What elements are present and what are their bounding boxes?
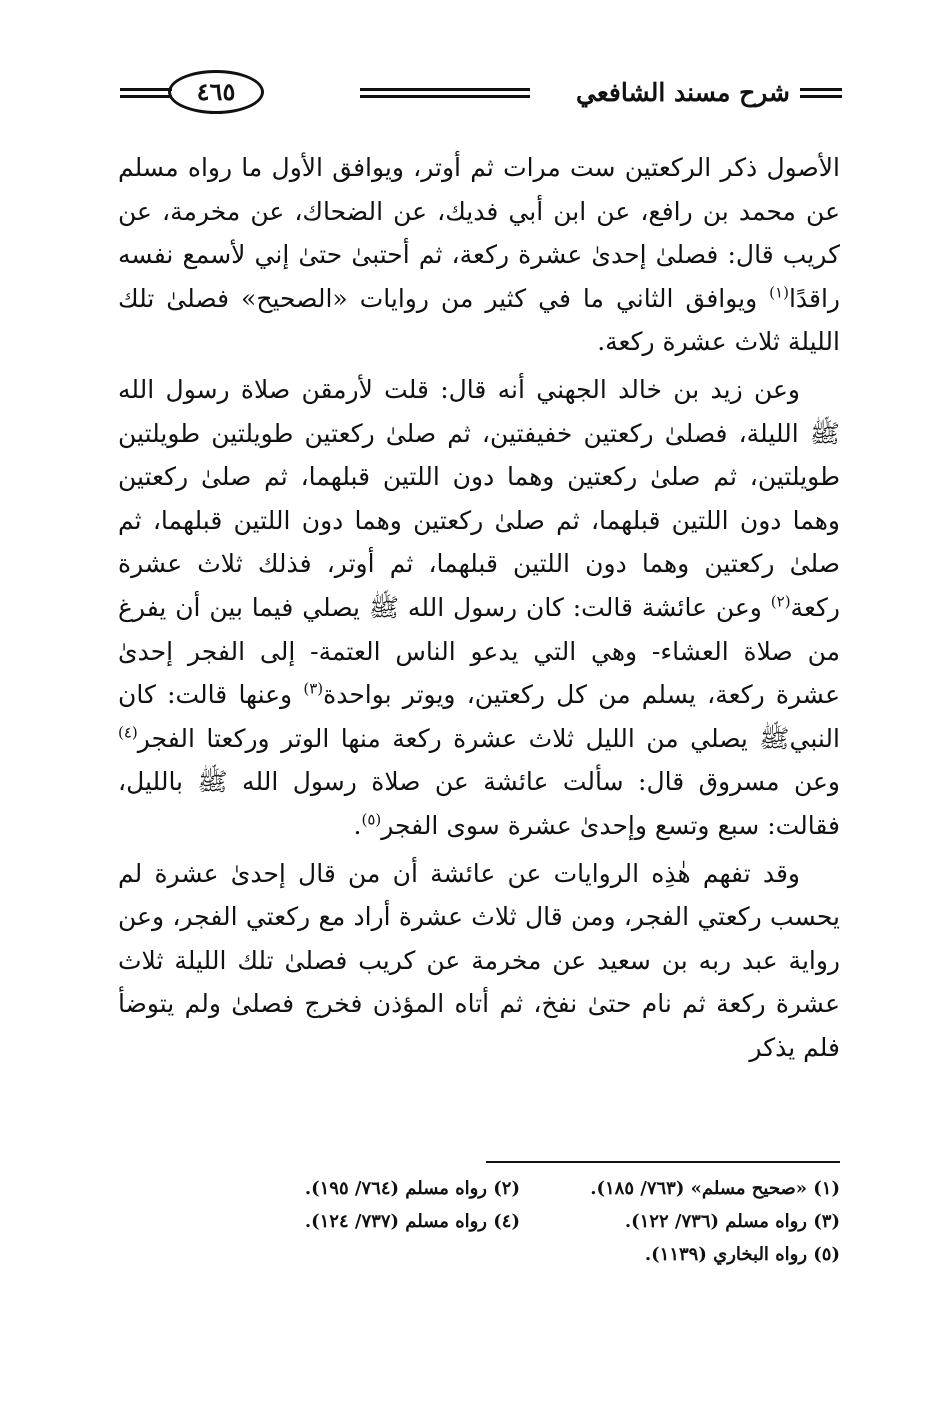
footnote-row xyxy=(200,1172,840,1205)
footnote: (١) «صحيح مسلم» (٧٦٣/ ١٨٥). xyxy=(590,1178,840,1199)
footnote-ref: (٤) xyxy=(118,723,138,742)
text-segment: وقد تفهم هٰذِه الروايات عن عائشة أن من قال إحدىٰ عشرة لم يحسب ركعتي الفجر، ومن قال ثلاث عشرة أراد مع ركعتي الفجر، وعن رواية عبد ربه بن سعيد عن مخرمة عن كريب فصلىٰ تلك الليلة ثلاث عشرة ركعة ثم نام حتىٰ نفخ، ثم أتاه المؤذن فخرج فصلىٰ ولم يتوضأ فلم يذكر xyxy=(118,858,840,1062)
header-ornament-left xyxy=(120,86,172,100)
paragraph xyxy=(118,146,840,364)
text-segment: وعن زيد بن خالد الجهني أنه قال: قلت لأرمقن صلاة رسول الله ﷺ الليلة، فصلىٰ ركعتين خفيفتين، ثم صلىٰ ركعتين طويلتين طويلتين طويلتين، ثم صلىٰ ركعتين وهما دون اللتين قبلهما، ثم صلىٰ ركعتين وهما دون اللتين قبلهما، ثم صلىٰ ركعتين وهما دون اللتين قبلهما، ثم صلىٰ ركعتين وهما دون اللتين قبلهما، ثم أوتر، فذلك ثلاث عشرة ركعة xyxy=(118,374,840,622)
footnote: (٤) رواه مسلم (٧٣٧/ ١٢٤). xyxy=(304,1211,520,1232)
text-segment: الأصول ذكر الركعتين ست مرات ثم أوتر، ويوافق الأول ما رواه مسلم عن محمد بن رافع، عن ابن أبي فديك، عن الضحاك، عن مخرمة، عن كريب قال: فصلىٰ إحدىٰ عشرة ركعة، ثم أحتبىٰ حتىٰ إني لأسمع نفسه راقدًا xyxy=(118,153,840,313)
main-text xyxy=(118,146,840,1069)
paragraph xyxy=(118,368,840,848)
text-segment: وعن عائشة قالت: كان رسول الله ﷺ يصلي فيما بين أن يفرغ من صلاة العشاء- وهي التي يدعو الناس العتمة- إلى الفجر إحدىٰ عشرة ركعة، يسلم من كل ركعتين، ويوتر بواحدة xyxy=(118,592,840,710)
footnote-row xyxy=(200,1238,840,1271)
footnote-separator xyxy=(486,1161,840,1163)
footnote: (٥) رواه البخاري (١١٣٩). xyxy=(644,1244,840,1265)
footnote-ref: (٣) xyxy=(303,679,324,698)
page-number: ٤٦٥ xyxy=(168,70,264,114)
footnote-ref: (٢) xyxy=(770,592,791,611)
header-rule xyxy=(360,86,530,100)
text-segment: . xyxy=(353,810,362,840)
footnote: (٣) رواه مسلم (٧٣٦/ ١٢٢). xyxy=(624,1211,840,1232)
text-segment: ويوافق الثاني ما في كثير من روايات «الصحيح» فصلىٰ تلك الليلة ثلاث عشرة ركعة. xyxy=(118,283,840,357)
running-header xyxy=(120,66,842,122)
text-segment: وعنها قالت: كان النبيﷺ يصلي من الليل ثلاث عشرة ركعة منها الوتر وركعتا الفجر xyxy=(118,680,840,753)
paragraph xyxy=(118,852,840,1070)
footnote-ref: (٥) xyxy=(361,810,382,829)
header-title: شرح مسند الشافعي xyxy=(576,78,790,107)
header-ornament-right xyxy=(800,86,842,100)
footnotes xyxy=(200,1172,840,1271)
footnote-ref: (١) xyxy=(769,283,789,302)
text-segment: وعن مسروق قال: سألت عائشة عن صلاة رسول الله ﷺ بالليل، فقالت: سبع وتسع وإحدىٰ عشرة سوى الفجر xyxy=(118,767,840,840)
footnote: (٢) رواه مسلم (٧٦٤/ ١٩٥). xyxy=(304,1178,520,1199)
footnote-row xyxy=(200,1205,840,1238)
